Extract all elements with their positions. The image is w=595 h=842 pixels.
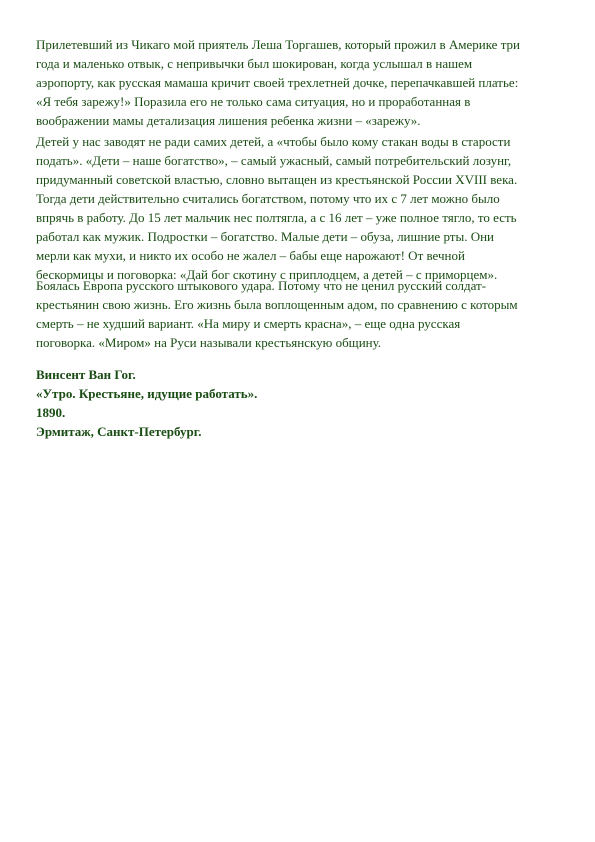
- paragraph-children-wealth: Детей у нас заводят не ради самих детей, а «чтобы было кому стакан воды в старости подать». «Дети – наше богатство», – самый ужасный, самый потребительский лозунг, придуманный советской властью, словно вытащен из крестьянской России XVIII века. Тогда дети действительно считались богатством, потому что их с 7 лет можно было впрячь в работу. До 15 лет мальчик нес полтягла, а с 16 лет – уже полное тягло, то есть работал как мужик. Подростки – богатство. Малые дети – обуза, лишние рты. Они мерли как мухи, и никто их особо не жалел – бабы еще нарожают! От вечной бескормицы и поговорка: «Дай бог скотину с приплодцем, а детей – с приморцем».: [36, 134, 518, 282]
- paragraph-bayonet-strike: Боялась Европа русского штыкового удара. Потому что не ценил русский солдат- крестьянин свою жизнь. Его жизнь была воплощенным адом, по сравнению с которым смерть – не худший вариант. «На миру и смерть красна», – еще одна русская поговорка. «Миром» на Руси называли крестьянскую общину.: [36, 278, 518, 350]
- paragraph-airport-story: Прилетевший из Чикаго мой приятель Леша Торгашев, который прожил в Америке три года и маленько отвык, с непривычки был шокирован, когда услышал в нашем аэропорту, как русская мамаша кричит своей трехлетней дочке, перепачкавшей платье: «Я тебя зарежу!» Поразила его не только сама ситуация, но и проработанная в воображении мамы детализация лишения ребенка жизни – «зарежу».: [36, 37, 521, 128]
- caption-title: «Утро. Крестьяне, идущие работать».: [36, 386, 258, 401]
- caption-location: Эрмитаж, Санкт-Петербург.: [36, 424, 202, 439]
- caption-artist: Винсент Ван Гог.: [36, 367, 136, 382]
- caption-year: 1890.: [36, 405, 66, 420]
- artwork-caption: [36, 365, 562, 441]
